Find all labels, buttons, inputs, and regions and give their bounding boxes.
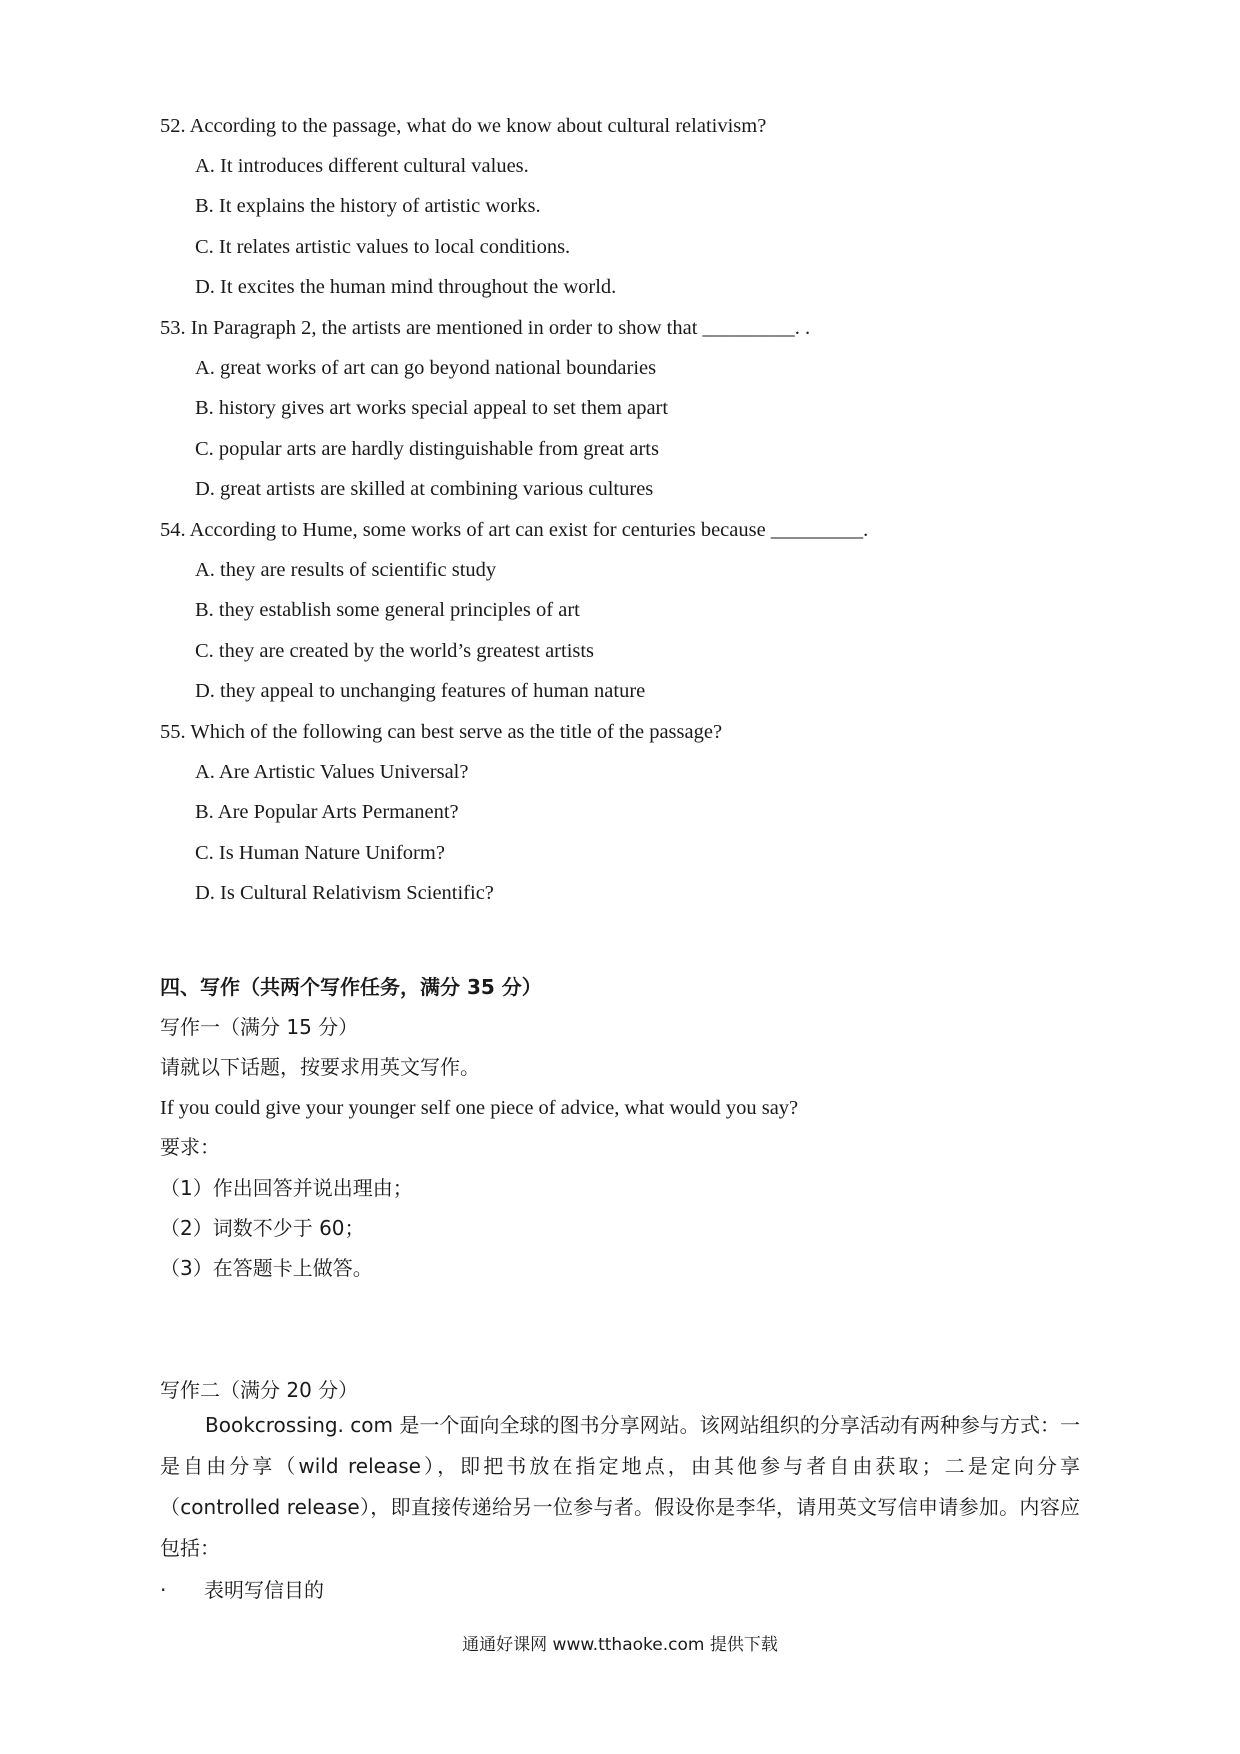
question-53-option-b: B. history gives art works special appeal to set them apart — [195, 397, 669, 419]
question-54-stem: 54. According to Hume, some works of art can exist for centuries because _________. — [160, 519, 869, 541]
writing-task1-requirements-label: 要求： — [160, 1135, 220, 1159]
writing-task1-requirement-2: （2）词数不少于 60； — [160, 1216, 365, 1240]
writing-task1-instruction: 请就以下话题，按要求用英文写作。 — [160, 1055, 480, 1079]
question-52-option-a: A. It introduces different cultural values. — [195, 155, 529, 177]
writing-task1-requirement-3: （3）在答题卡上做答。 — [160, 1256, 373, 1280]
question-54-option-a: A. they are results of scientific study — [195, 559, 497, 581]
page-footer: 通通好课网 www.tthaoke.com 提供下载 — [462, 1635, 778, 1655]
question-55-option-b: B. Are Popular Arts Permanent? — [195, 801, 459, 823]
writing-task2-paragraph: Bookcrossing. com 是一个面向全球的图书分享网站。该网站组织的分享活动有两种参与方式：一是自由分享（wild release），即把书放在指定地点，由其他参与者自由获取；二是定向分享（controlled release），即直接传递给另一位参与者。假设你是李华，请用英文写信申请参加。内容应包括： — [160, 1413, 1080, 1560]
question-55-option-a: A. Are Artistic Values Universal? — [195, 761, 469, 783]
question-52-option-d: D. It excites the human mind throughout the world. — [195, 276, 617, 298]
question-55-option-c: C. Is Human Nature Uniform? — [195, 842, 445, 864]
writing-task2-bullet-1 — [160, 1577, 324, 1603]
question-54-option-c: C. they are created by the world’s greatest artists — [195, 640, 595, 662]
question-53-stem: 53. In Paragraph 2, the artists are mentioned in order to show that _________. . — [160, 317, 811, 339]
question-55-option-d: D. Is Cultural Relativism Scientific? — [195, 882, 494, 904]
bullet-text: 表明写信目的 — [204, 1578, 324, 1602]
writing-task1-prompt: If you could give your younger self one piece of advice, what would you say? — [160, 1097, 799, 1119]
question-53-option-d: D. great artists are skilled at combining various cultures — [195, 478, 654, 500]
question-55-stem: 55. Which of the following can best serve as the title of the passage? — [160, 721, 723, 743]
question-54-option-d: D. they appeal to unchanging features of human nature — [195, 680, 646, 702]
question-52-stem: 52. According to the passage, what do we know about cultural relativism? — [160, 115, 767, 137]
question-52-option-b: B. It explains the history of artistic works. — [195, 195, 541, 217]
writing-task1-title: 写作一（满分 15 分） — [160, 1015, 359, 1039]
writing-task2-title: 写作二（满分 20 分） — [160, 1378, 359, 1402]
question-53-option-c: C. popular arts are hardly distinguishable from great arts — [195, 438, 659, 460]
question-54-option-b: B. they establish some general principles of art — [195, 599, 580, 621]
writing-task1-requirement-1: （1）作出回答并说出理由； — [160, 1176, 413, 1200]
question-53-option-a: A. great works of art can go beyond national boundaries — [195, 357, 657, 379]
bullet-mark: · — [160, 1578, 167, 1602]
question-52-option-c: C. It relates artistic values to local conditions. — [195, 236, 571, 258]
writing-section-title: 四、写作（共两个写作任务，满分 35 分） — [160, 975, 542, 999]
